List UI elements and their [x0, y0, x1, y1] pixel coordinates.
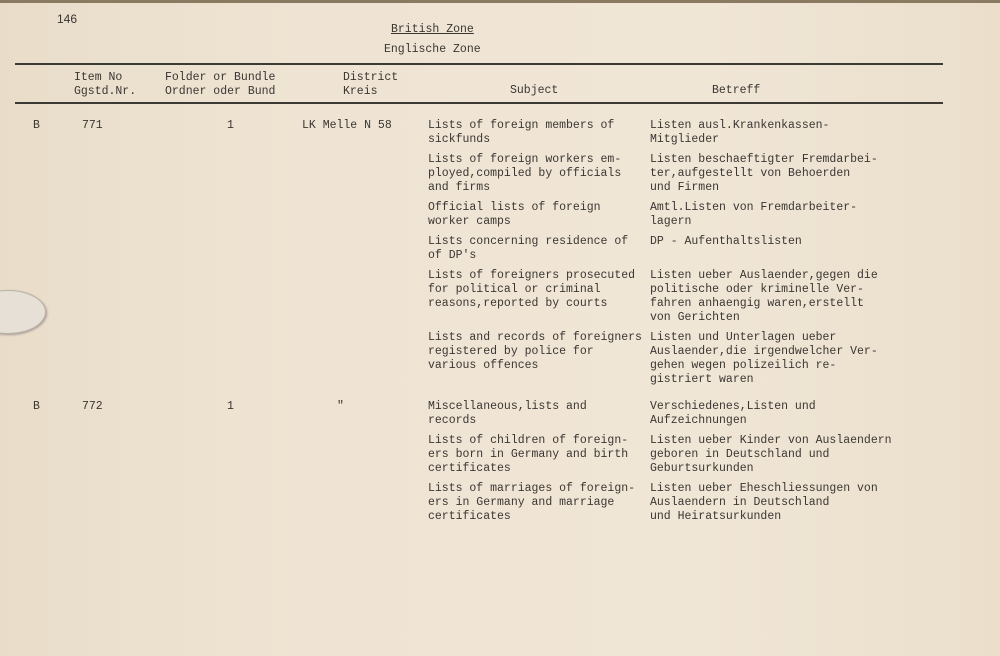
item-number: 772 — [82, 400, 103, 413]
header-district: District Kreis — [343, 71, 399, 98]
entry-betreff: Listen ueber Kinder von Auslaendern geboren in Deutschland und Geburtsurkunden — [650, 434, 892, 475]
title-german: Englische Zone — [384, 43, 481, 56]
entry-betreff: Verschiedenes,Listen und Aufzeichnungen — [650, 400, 816, 427]
district: " — [337, 400, 344, 413]
entry-subject: Lists of foreign workers em- ployed,compiled by officials and firms — [428, 153, 622, 194]
entry-subject: Lists of foreigners prosecuted for political or criminal reasons,reported by courts — [428, 269, 636, 310]
entry-betreff: Listen und Unterlagen ueber Auslaender,die irgendwelcher Ver- gehen wegen polizeilich re- gistriert waren — [650, 331, 878, 386]
entry-subject: Lists of foreign members of sickfunds — [428, 119, 615, 146]
header-betreff: Betreff — [712, 84, 761, 97]
folder-number: 1 — [227, 400, 234, 413]
entry-subject: Official lists of foreign worker camps — [428, 201, 601, 228]
entry-subject: Lists of marriages of foreign- ers in Germany and marriage certificates — [428, 482, 636, 523]
entry-betreff: DP - Aufenthaltslisten — [650, 235, 802, 248]
header-folder: Folder or Bundle Ordner oder Bund — [165, 71, 276, 98]
entry-subject: Lists and records of foreigners registered by police for various offences — [428, 331, 642, 372]
entry-betreff: Amtl.Listen von Fremdarbeiter- lagern — [650, 201, 858, 228]
row-prefix: B — [33, 119, 40, 132]
page-number: 146 — [57, 12, 78, 26]
entry-subject: Miscellaneous,lists and records — [428, 400, 587, 427]
row-prefix: B — [33, 400, 40, 413]
entry-betreff: Listen ueber Eheschliessungen von Auslaendern in Deutschland und Heiratsurkunden — [650, 482, 878, 523]
entry-betreff: Listen ueber Auslaender,gegen die politische oder kriminelle Ver- fahren anhaengig waren,erstellt von Gerichten — [650, 269, 878, 324]
page-edge — [0, 0, 1000, 3]
header-item: Item No Ggstd.Nr. — [74, 71, 137, 98]
item-number: 771 — [82, 119, 103, 132]
index-tab — [0, 290, 46, 334]
entry-subject: Lists of children of foreign- ers born in Germany and birth certificates — [428, 434, 629, 475]
header-rule-bottom — [15, 102, 943, 104]
folder-number: 1 — [227, 119, 234, 132]
entry-subject: Lists concerning residence of of DP's — [428, 235, 629, 262]
title-english: British Zone — [391, 23, 474, 36]
header-subject: Subject — [510, 84, 559, 97]
entry-betreff: Listen beschaeftigter Fremdarbei- ter,aufgestellt von Behoerden und Firmen — [650, 153, 878, 194]
entry-betreff: Listen ausl.Krankenkassen- Mitglieder — [650, 119, 830, 146]
district: LK Melle N 58 — [302, 119, 392, 132]
header-rule-top — [15, 63, 943, 65]
